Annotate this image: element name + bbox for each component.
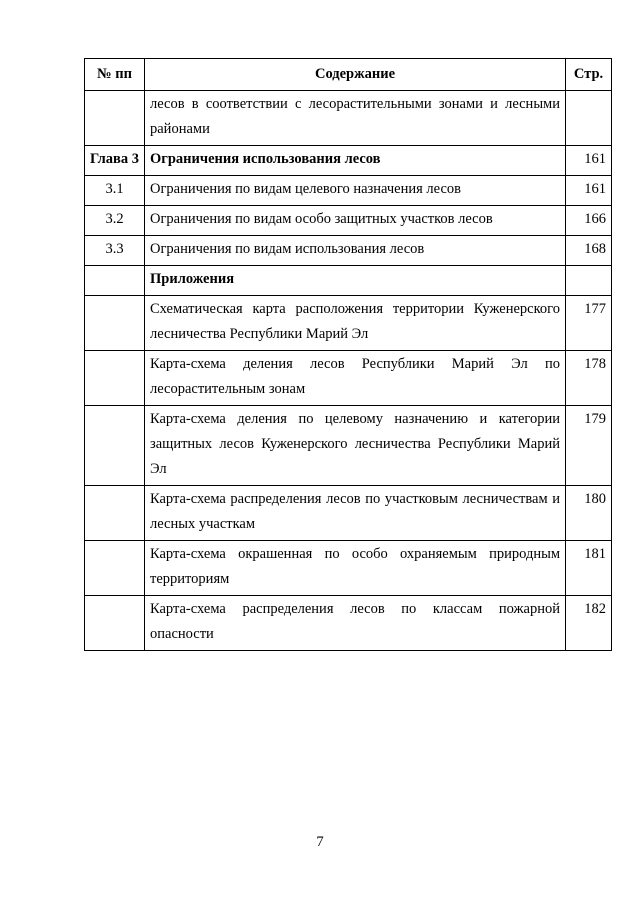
row-title: Карта-схема деления лесов Республики Марий Эл по лесорастительным зонам <box>145 351 566 406</box>
row-title: Схематическая карта расположения территории Куженерского лесничества Республики Марий Эл <box>145 296 566 351</box>
row-page: 161 <box>566 176 612 206</box>
row-page: 182 <box>566 596 612 651</box>
table-of-contents <box>84 58 612 651</box>
row-title: Карта-схема окрашенная по особо охраняемым природным территориям <box>145 541 566 596</box>
row-page: 177 <box>566 296 612 351</box>
row-page: 168 <box>566 236 612 266</box>
table-row-section <box>85 266 612 296</box>
row-title: Ограничения использования лесов <box>145 146 566 176</box>
row-num <box>85 541 145 596</box>
table-row-chapter <box>85 146 612 176</box>
row-title: Ограничения по видам использования лесов <box>145 236 566 266</box>
page-number: 7 <box>316 834 324 850</box>
row-title: Карта-схема распределения лесов по классам пожарной опасности <box>145 596 566 651</box>
row-page: 166 <box>566 206 612 236</box>
table-row <box>85 236 612 266</box>
table-header-row <box>85 59 612 91</box>
row-page: 181 <box>566 541 612 596</box>
table-row <box>85 351 612 406</box>
row-page: 161 <box>566 146 612 176</box>
table-row <box>85 406 612 486</box>
row-num <box>85 406 145 486</box>
row-num <box>85 296 145 351</box>
row-num: Глава 3 <box>85 146 145 176</box>
row-num <box>85 486 145 541</box>
table-row <box>85 91 612 146</box>
row-num <box>85 266 145 296</box>
row-title: Карта-схема деления по целевому назначению и категории защитных лесов Куженерского лесничества Республики Марий Эл <box>145 406 566 486</box>
row-title: лесов в соответствии с лесорастительными зонами и лесными районами <box>145 91 566 146</box>
row-num: 3.2 <box>85 206 145 236</box>
row-title: Приложения <box>145 266 566 296</box>
table-row <box>85 541 612 596</box>
row-num <box>85 596 145 651</box>
row-page <box>566 266 612 296</box>
table-row <box>85 596 612 651</box>
row-num <box>85 351 145 406</box>
row-title: Ограничения по видам целевого назначения лесов <box>145 176 566 206</box>
header-content: Содержание <box>145 59 566 91</box>
row-page: 178 <box>566 351 612 406</box>
table-row <box>85 176 612 206</box>
row-page <box>566 91 612 146</box>
row-num: 3.3 <box>85 236 145 266</box>
header-page: Стр. <box>566 59 612 91</box>
row-title: Ограничения по видам особо защитных участков лесов <box>145 206 566 236</box>
row-num <box>85 91 145 146</box>
table-row <box>85 296 612 351</box>
row-num: 3.1 <box>85 176 145 206</box>
row-page: 179 <box>566 406 612 486</box>
row-title: Карта-схема распределения лесов по участковым лесничествам и лесных участкам <box>145 486 566 541</box>
table-row <box>85 206 612 236</box>
row-page: 180 <box>566 486 612 541</box>
table-row <box>85 486 612 541</box>
header-num: № пп <box>85 59 145 91</box>
